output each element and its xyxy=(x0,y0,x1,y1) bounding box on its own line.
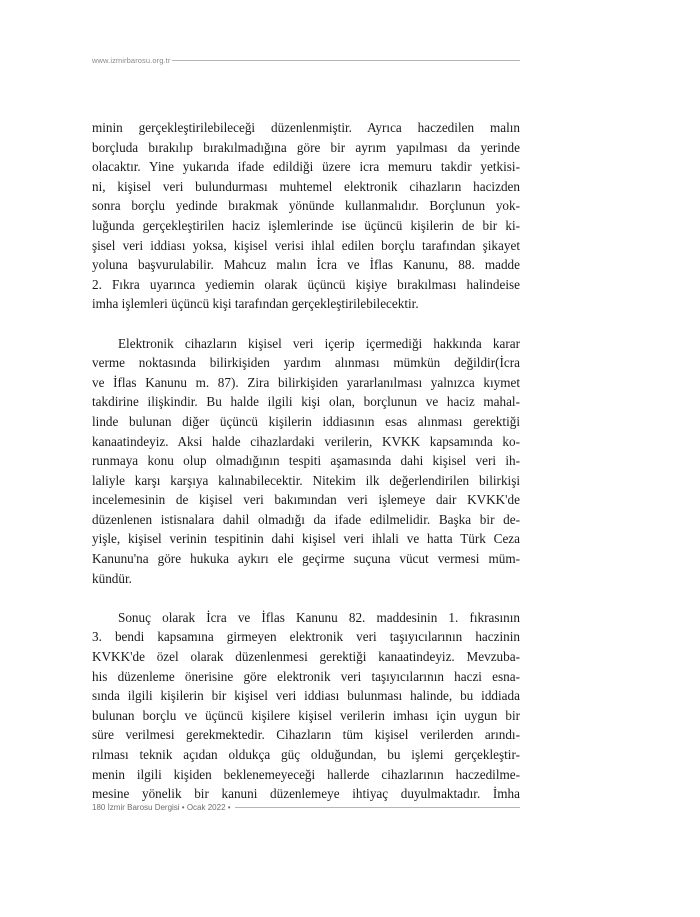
text-line: takdirine ilişkindir. Bu halde ilgili kişi olan, borçlunun ve haciz mahal- xyxy=(92,394,520,410)
text-line: minin gerçekleştirilebileceği düzenlenmiştir. Ayrıca haczedilen malın xyxy=(92,120,520,135)
running-footer xyxy=(92,800,520,814)
text-line: Elektronik cihazların kişisel veri içerip içermediği hakkında karar xyxy=(118,335,520,351)
text-line: borçluda bırakılıp bırakılmadığına göre bir ayrım yapılması da yerinde xyxy=(92,139,520,155)
text-line: mesine yönelik bir kanuni düzenlemeye ihtiyaç duyulmaktadır. İmha xyxy=(92,786,520,802)
header-url: www.izmirbarosu.org.tr xyxy=(92,55,171,65)
text-line: 2. Fıkra uyarınca yediemin olarak üçüncü kişiye bırakılması halindeise xyxy=(92,276,520,292)
text-line: şisel veri iddiası yoksa, kişisel verisi ihlal edilen borçlu tarafından şikayet xyxy=(92,237,520,253)
running-header xyxy=(92,53,520,67)
text-line: verme noktasında bilirkişiden yardım alınması mümkün değildir(İcra xyxy=(92,355,520,371)
paragraph xyxy=(92,608,520,804)
text-line: laliyle karşı karşıya kalınabilecektir. Nitekim ilk değerlendirilen bilirkişi xyxy=(92,472,520,488)
paragraph-gap xyxy=(92,588,520,608)
text-line: KVKK'de özel olarak düzenlenmesi gerektiği kanaatindeyiz. Mevzuba- xyxy=(92,649,520,665)
text-line: olacaktır. Yine yukarıda ifade edildiği üzere icra memuru takdir yetkisi- xyxy=(92,159,520,175)
text-line: runmaya konu olup olmadığının tespiti aşamasında dahi kişisel veri ih- xyxy=(92,453,520,469)
text-line: kündür. xyxy=(92,570,132,586)
header-rule xyxy=(172,60,520,61)
text-line: menin ilgili kişiden beklenemeyeceği hallerde cihazlarının haczedilme- xyxy=(92,766,520,782)
text-line: kanaatindeyiz. Aksi halde cihazlardaki verilerin, KVKK kapsamında ko- xyxy=(92,433,520,449)
text-line: Sonuç olarak İcra ve İflas Kanunu 82. maddesinin 1. fıkrasının xyxy=(118,609,520,625)
text-line: düzenlenen istisnalara dahil olmadığı da ifade edilmelidir. Başka bir de- xyxy=(92,511,520,527)
text-line: ve İflas Kanunu m. 87). Zira bilirkişiden yararlanılması yalnızca kıymet xyxy=(92,374,520,390)
text-line: bulunan borçlu ve üçüncü kişilere kişisel verilerin imhası için uygun bir xyxy=(92,707,520,723)
paragraph-gap xyxy=(92,314,520,334)
text-line: incelemesinin de kişisel veri bakımından veri işlemeye dair KVKK'de xyxy=(92,492,520,508)
text-line: 3. bendi kapsamına girmeyen elektronik veri taşıyıcılarının haczinin xyxy=(92,629,520,645)
text-line: rılması teknik açıdan oldukça güç olduğundan, bu işlemi gerçekleştir- xyxy=(92,747,520,762)
text-line: linde bulunan diğer üçüncü kişilerin iddiasının esas alınması gerektiği xyxy=(92,413,520,429)
paragraph xyxy=(92,334,520,589)
footer-rule xyxy=(235,807,520,808)
text-line: süre verilmesi gerekmektedir. Cihazların tüm kişisel verilerden arındı- xyxy=(92,727,520,743)
text-line: ni, kişisel veri bulundurması muhtemel elektronik cihazların hacizden xyxy=(92,178,520,194)
text-line: imha işlemleri üçüncü kişi tarafından gerçekleştirilebilecektir. xyxy=(92,296,419,312)
body-text xyxy=(92,118,520,804)
text-line: Kanunu'na göre hukuka aykırı ele geçirme suçuna vücut vermesi müm- xyxy=(92,551,520,567)
text-line: sonra borçlu yedinde bırakmak yönünde kullanmalıdır. Borçlunun yok- xyxy=(92,198,520,214)
footer-text: 180 İzmir Barosu Dergisi • Ocak 2022 • xyxy=(92,802,231,812)
text-line: sında ilgili kişilerin bir kişisel veri iddiası bulunması halinde, bu iddiada xyxy=(92,688,520,704)
text-line: yoluna başvurulabilir. Mahcuz malın İcra ve İflas Kanunu, 88. madde xyxy=(92,257,520,273)
paragraph xyxy=(92,118,520,314)
text-line: his düzenleme önerisine göre elektronik veri taşıyıcılarının haczi esna- xyxy=(92,668,520,684)
text-line: yişle, kişisel verinin tespitinin dahi kişisel veri ihlali ve hatta Türk Ceza xyxy=(92,531,520,547)
text-line: luğunda gerçekleştirilen haciz işlemlerinde ise üçüncü kişilerin de bir ki- xyxy=(92,217,520,233)
